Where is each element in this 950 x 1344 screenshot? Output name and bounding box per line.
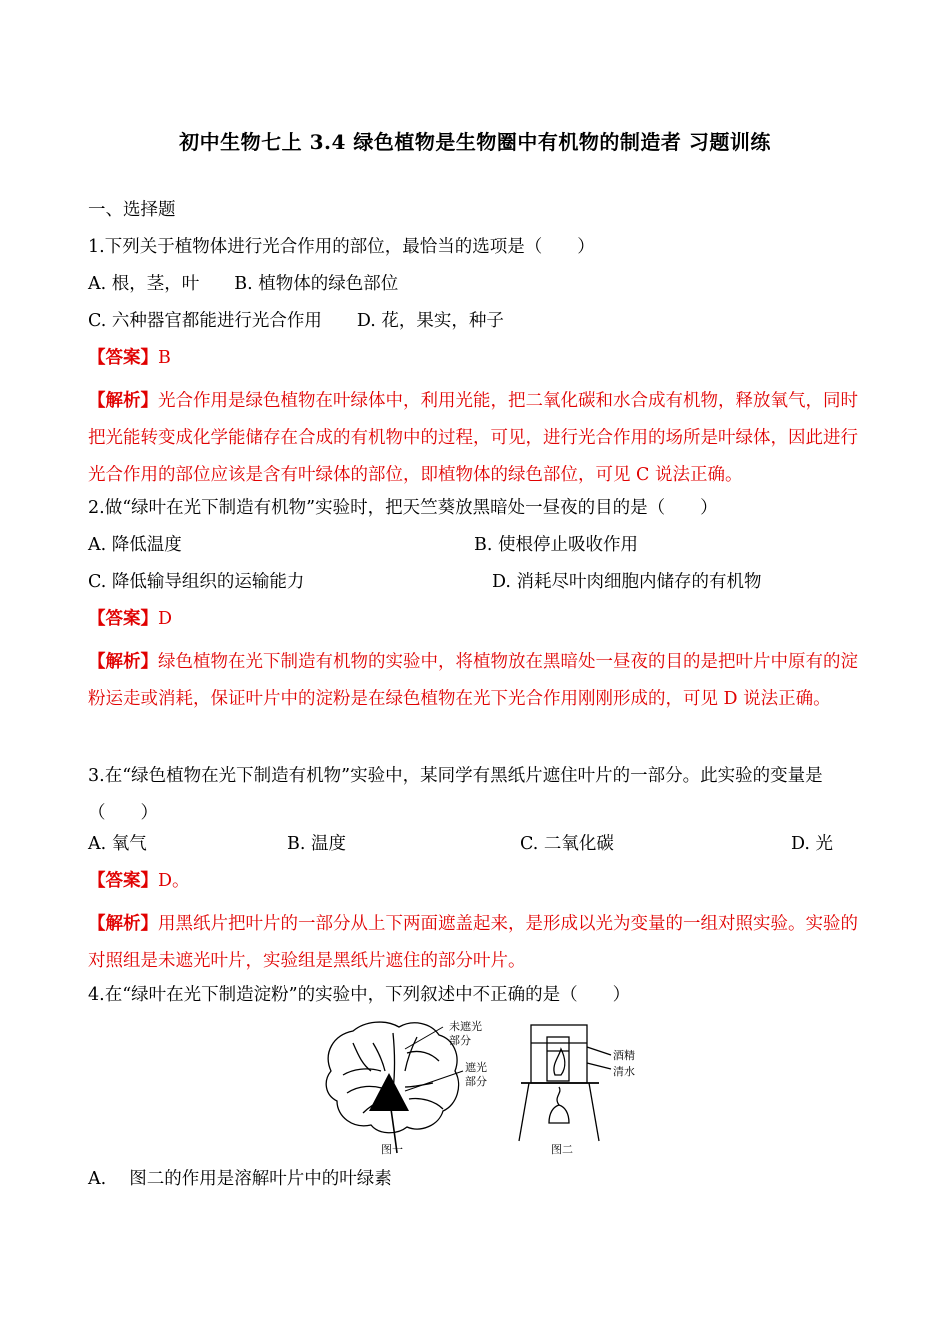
label-shaded: 部分	[465, 1075, 487, 1088]
section-heading: 一、选择题	[88, 200, 176, 220]
label-unshaded: 部分	[449, 1034, 471, 1047]
q2-option-a: A. 降低温度	[88, 535, 182, 555]
q2-answer	[88, 607, 172, 631]
q2-explanation	[88, 644, 864, 718]
q4-option-a: A. 图二的作用是溶解叶片中的叶绿素	[88, 1169, 392, 1189]
question-1: 1.下列关于植物体进行光合作用的部位，最恰当的选项是（ ）	[88, 237, 595, 257]
q3-option-a: A. 氧气	[88, 834, 147, 854]
q2-option-b: B. 使根停止吸收作用	[474, 535, 638, 555]
caption-figure-1: 图一	[381, 1143, 403, 1156]
explanation-text: 用黑纸片把叶片的一部分从上下两面遮盖起来，是形成以光为变量的一组对照实验。实验的对照组是未遮光叶片，实验组是黑纸片遮住的部分叶片。	[88, 914, 858, 971]
question-3: 3.在“绿色植物在光下制造有机物”实验中，某同学有黑纸片遮住叶片的一部分。此实验的变量是（ ）	[88, 766, 823, 823]
experiment-figure	[313, 1013, 643, 1161]
label-alcohol: 酒精	[613, 1049, 635, 1062]
answer-label: 【答案】	[88, 871, 158, 891]
q3-explanation	[88, 906, 864, 980]
page-title: 初中生物七上 3.4 绿色植物是生物圈中有机物的制造者 习题训练	[179, 130, 771, 154]
answer-label: 【答案】	[88, 609, 158, 629]
question-4: 4.在“绿叶在光下制造淀粉”的实验中，下列叙述中不正确的是（ ）	[88, 985, 631, 1005]
pointer-line	[405, 1071, 463, 1091]
q3-answer	[88, 869, 190, 893]
caption-figure-2: 图二	[551, 1143, 573, 1156]
black-paper-triangle	[369, 1073, 409, 1111]
explanation-label: 【解析】	[88, 914, 158, 934]
q1-answer	[88, 346, 171, 370]
water-bath-illustration	[519, 1025, 611, 1141]
label-water: 清水	[613, 1065, 635, 1078]
q3-option-d: D. 光	[791, 834, 834, 854]
q1-explanation	[88, 383, 864, 494]
q1-options-line-1: A. 根，茎，叶 B. 植物体的绿色部位	[88, 274, 399, 294]
answer-value: B	[158, 348, 171, 368]
pointer-line	[405, 1027, 443, 1049]
explanation-label: 【解析】	[88, 391, 158, 411]
question-2: 2.做“绿叶在光下制造有机物”实验时，把天竺葵放黑暗处一昼夜的目的是（ ）	[88, 498, 718, 518]
label-shaded: 遮光	[465, 1061, 487, 1074]
label-unshaded: 未遮光	[449, 1020, 482, 1033]
answer-label: 【答案】	[88, 348, 158, 368]
q3-option-b: B. 温度	[287, 834, 346, 854]
explanation-text: 光合作用是绿色植物在叶绿体中，利用光能，把二氧化碳和水合成有机物，释放氧气，同时把光能转变成化学能储存在合成的有机物中的过程，可见，进行光合作用的场所是叶绿体，因此进行光合作用的部位应该是含有叶绿体的部位，即植物体的绿色部位，可见 C 说法正确。	[88, 391, 858, 485]
explanation-text: 绿色植物在光下制造有机物的实验中，将植物放在黑暗处一昼夜的目的是把叶片中原有的淀粉运走或消耗，保证叶片中的淀粉是在绿色植物在光下光合作用刚刚形成的，可见 D 说法正确。	[88, 652, 858, 709]
answer-value: D	[158, 609, 173, 629]
q1-options-line-2: C. 六种器官都能进行光合作用 D. 花，果实，种子	[88, 311, 504, 331]
answer-value: D。	[158, 871, 190, 891]
q3-option-c: C. 二氧化碳	[520, 834, 614, 854]
q2-option-c: C. 降低输导组织的运输能力	[88, 572, 305, 592]
q2-option-d: D. 消耗尽叶肉细胞内储存的有机物	[492, 572, 762, 592]
explanation-label: 【解析】	[88, 652, 158, 672]
